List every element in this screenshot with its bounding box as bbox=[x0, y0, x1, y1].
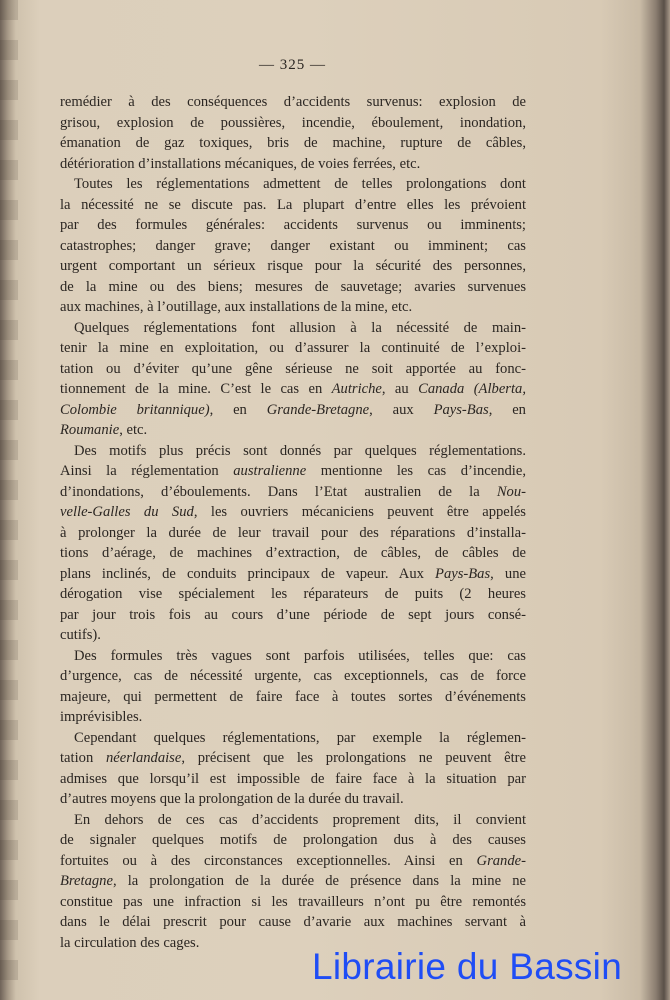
text-line bbox=[60, 236, 526, 257]
italic-text: Pays-Bas bbox=[435, 565, 491, 582]
text-line bbox=[60, 92, 526, 113]
text-segment: Quelques réglementations font allusion à la nécessité de main- bbox=[74, 319, 526, 336]
paragraph bbox=[60, 318, 526, 441]
text-segment: émanation de gaz toxiques, bris de machine, rupture de câbles, bbox=[60, 135, 526, 151]
text-line bbox=[60, 707, 526, 728]
text-line bbox=[60, 277, 526, 298]
text-segment: En dehors de ces cas d’accidents proprement dits, il convient bbox=[74, 811, 526, 828]
text-line bbox=[60, 748, 526, 769]
italic-text: velle-Galles du Sud bbox=[60, 504, 194, 520]
text-segment: , en bbox=[209, 401, 267, 418]
text-segment: Des formules très vagues sont parfois utilisées, telles que: cas bbox=[74, 647, 526, 664]
text-segment: , aux bbox=[369, 401, 434, 418]
text-segment: de signaler quelques motifs de prolongation dus à des causes bbox=[60, 832, 526, 848]
text-line bbox=[60, 564, 526, 585]
text-segment: d’autres moyens que la prolongation de la durée du travail. bbox=[60, 791, 404, 807]
text-segment: Cependant quelques réglementations, par exemple la réglemen- bbox=[74, 729, 526, 746]
text-line bbox=[60, 625, 526, 646]
text-line bbox=[60, 584, 526, 605]
text-segment: imprévisibles. bbox=[60, 709, 143, 725]
text-segment: majeure, qui permettent de faire face à toutes sortes d’événements bbox=[60, 688, 526, 705]
text-segment: tenir la mine en exploitation, ou d’assurer la continuité de l’exploi- bbox=[60, 340, 526, 356]
text-segment: la nécessité ne se discute pas. La plupart d’entre elles les prévoient bbox=[60, 196, 526, 213]
italic-text: australienne bbox=[233, 463, 307, 479]
text-segment: cutifs). bbox=[60, 627, 101, 643]
text-segment: , en bbox=[488, 401, 526, 418]
text-segment: détérioration d’installations mécaniques, de voies ferrées, etc. bbox=[60, 155, 421, 172]
text-segment: fortuites ou à des circonstances exceptionnelles. Ainsi en bbox=[60, 852, 477, 869]
text-segment: , au bbox=[381, 381, 419, 397]
text-line bbox=[60, 338, 526, 359]
text-line bbox=[60, 728, 526, 749]
text-line bbox=[60, 174, 526, 195]
italic-text: Grande- bbox=[476, 852, 526, 869]
paragraph bbox=[60, 646, 526, 728]
text-line bbox=[60, 892, 526, 913]
paragraph bbox=[60, 174, 526, 318]
text-segment: de la mine ou des biens; mesures de sauvetage; avaries survenues bbox=[60, 278, 526, 295]
text-segment: dérogation vise spécialement les réparateurs de puits (2 heures bbox=[60, 586, 526, 602]
italic-text: Canada (Alberta, bbox=[418, 381, 526, 397]
text-segment: , etc. bbox=[119, 422, 148, 438]
italic-text: Autriche bbox=[331, 381, 382, 397]
text-line bbox=[60, 420, 526, 441]
text-line bbox=[60, 400, 526, 421]
text-line bbox=[60, 318, 526, 339]
text-line bbox=[60, 502, 526, 523]
text-line bbox=[60, 297, 526, 318]
text-segment: admises que lorsqu’il est impossible de faire face à la situation par bbox=[60, 770, 526, 787]
text-line bbox=[60, 113, 526, 134]
text-line bbox=[60, 687, 526, 708]
text-line bbox=[60, 215, 526, 236]
watermark: Librairie du Bassin bbox=[312, 946, 623, 987]
text-line bbox=[60, 912, 526, 933]
text-line bbox=[60, 441, 526, 462]
text-segment: tation ou d’éviter qu’une gêne sérieuse ne soit apportée au fonc- bbox=[60, 360, 526, 377]
text-line bbox=[60, 851, 526, 872]
text-segment: dans le délai prescrit pour cause d’avarie aux machines servant à bbox=[60, 914, 526, 930]
italic-text: Pays-Bas bbox=[433, 401, 489, 418]
text-line bbox=[60, 154, 526, 175]
paragraph bbox=[60, 92, 526, 174]
italic-text: néerlandaise bbox=[105, 750, 182, 766]
text-segment: mentionne les cas d’incendie, bbox=[306, 463, 526, 479]
text-line bbox=[60, 830, 526, 851]
text-segment: la circulation des cages. bbox=[60, 934, 200, 951]
text-line bbox=[60, 379, 526, 400]
text-line bbox=[60, 195, 526, 216]
text-line bbox=[60, 523, 526, 544]
text-segment: , la prolongation de la durée de présence dans la mine ne bbox=[112, 873, 526, 889]
italic-text: Bretagne bbox=[60, 873, 113, 889]
paragraph bbox=[60, 810, 526, 954]
text-segment: , précisent que les prolongations ne peuvent être bbox=[181, 750, 526, 766]
text-line bbox=[60, 256, 526, 277]
text-line bbox=[60, 789, 526, 810]
italic-text: Nou- bbox=[496, 483, 526, 500]
italic-text: Colombie britannique) bbox=[60, 401, 210, 418]
text-segment: constitue pas une infraction si les travailleurs n’ont pu être remontés bbox=[60, 893, 526, 910]
body-text bbox=[60, 92, 526, 953]
text-segment: tions d’aérage, de machines d’extraction, de câbles, de câbles de bbox=[60, 545, 526, 561]
page-number: — 325 — bbox=[259, 57, 326, 73]
text-line bbox=[60, 769, 526, 790]
text-segment: Toutes les réglementations admettent de telles prolongations dont bbox=[74, 176, 526, 192]
text-line bbox=[60, 133, 526, 154]
paragraph bbox=[60, 728, 526, 810]
text-line bbox=[60, 871, 526, 892]
text-segment: aux machines, à l’outillage, aux installations de la mine, etc. bbox=[60, 299, 413, 315]
text-line bbox=[60, 810, 526, 831]
text-segment: tation bbox=[60, 750, 106, 766]
text-segment: remédier à des conséquences d’accidents survenus: explosion de bbox=[60, 94, 526, 110]
text-segment: d’urgence, cas de nécessité urgente, cas exceptionnels, cas de force bbox=[60, 668, 526, 684]
text-segment: grisou, explosion de poussières, incendie, éboulement, inondation, bbox=[60, 114, 526, 131]
text-segment: d’inondations, d’éboulements. Dans l’Etat australien de la bbox=[60, 483, 497, 500]
text-segment: par jour trois fois au cours d’une période de sept jours consé- bbox=[60, 606, 526, 623]
text-line bbox=[60, 646, 526, 667]
text-segment: par des formules générales: accidents survenus ou imminents; bbox=[60, 217, 526, 233]
text-segment: plans inclinés, de conduits principaux de vapeur. Aux bbox=[60, 565, 436, 582]
text-segment: urgent comportant un sérieux risque pour la sécurité des personnes, bbox=[60, 258, 526, 274]
text-line bbox=[60, 666, 526, 687]
text-segment: Ainsi la réglementation bbox=[60, 463, 234, 479]
text-line bbox=[60, 605, 526, 626]
book-spine-edge bbox=[0, 0, 18, 1000]
text-line bbox=[60, 359, 526, 380]
text-line bbox=[60, 482, 526, 503]
text-segment: à prolonger la durée de leur travail pour des réparations d’installa- bbox=[60, 524, 526, 541]
text-segment: , les ouvriers mécaniciens peuvent être appelés bbox=[193, 504, 526, 520]
italic-text: Grande-Bretagne bbox=[266, 401, 370, 418]
paragraph bbox=[60, 441, 526, 646]
text-segment: catastrophes; danger grave; danger existant ou imminent; cas bbox=[60, 237, 526, 254]
text-segment: , une bbox=[490, 565, 526, 582]
text-line bbox=[60, 461, 526, 482]
text-line bbox=[60, 543, 526, 564]
italic-text: Roumanie bbox=[60, 422, 120, 438]
text-segment: Des motifs plus précis sont donnés par quelques réglementations. bbox=[74, 442, 526, 459]
text-segment: tionnement de la mine. C’est le cas en bbox=[60, 381, 332, 397]
